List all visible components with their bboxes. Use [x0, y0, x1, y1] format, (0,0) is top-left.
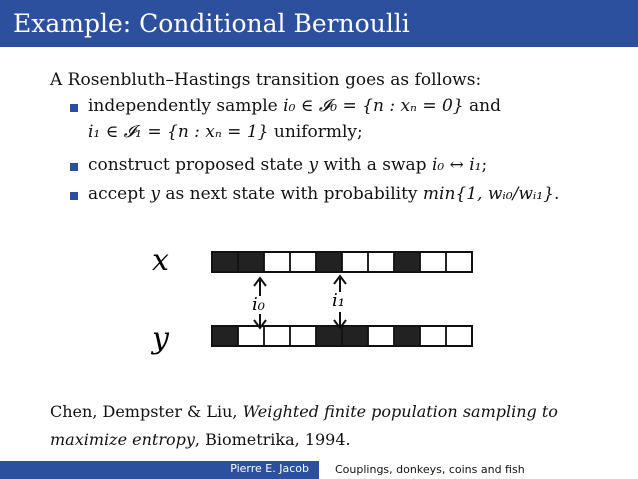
- bullet-1-line-2: [88, 122, 363, 142]
- x-state-cell-empty: [290, 252, 316, 272]
- bullet-2-text-mid: with a swap: [318, 155, 432, 175]
- slide-title: Example: Conditional Bernoulli: [13, 9, 410, 38]
- reference-title-2: maximize entropy: [50, 430, 195, 449]
- bullet-1-math: i₀ ∈ 𝓘₀ = {n : xₙ = 0}: [283, 96, 464, 116]
- x-state-cell-empty: [420, 252, 446, 272]
- x-state-cell-empty: [368, 252, 394, 272]
- y-state-cell-filled: [394, 326, 420, 346]
- bullet-3-text-end: .: [553, 184, 560, 204]
- x-state-cell-empty: [342, 252, 368, 272]
- swap-diagram: [140, 240, 500, 365]
- bullet-3-text-mid: as next state with probability: [159, 184, 423, 204]
- bullet-2-math-swap: i₀ ↔ i₁: [431, 155, 482, 175]
- bullet-1-text-end: and: [463, 96, 501, 116]
- bullet-marker: [70, 104, 78, 112]
- y-state-cell-filled: [212, 326, 238, 346]
- bullet-1-text-2: uniformly;: [268, 122, 363, 142]
- x-state-cell-filled: [238, 252, 264, 272]
- x-state-cell-filled: [394, 252, 420, 272]
- bullet-3-math-y: y: [150, 184, 160, 204]
- bullet-3-math-prob: min{1, wᵢ₀/wᵢ₁}: [422, 184, 554, 204]
- y-state-cell-filled: [342, 326, 368, 346]
- i0-label: i₀: [252, 294, 265, 315]
- bullet-marker: [70, 192, 78, 200]
- y-state-cell-filled: [316, 326, 342, 346]
- footer-author: Pierre E. Jacob: [230, 462, 309, 475]
- y-state-cell-empty: [264, 326, 290, 346]
- bullet-2-math-y: y: [308, 155, 319, 175]
- x-state-cell-filled: [316, 252, 342, 272]
- intro-text: A Rosenbluth–Hastings transition goes as follows:: [50, 70, 482, 90]
- bullet-1-text: independently sample: [88, 96, 284, 116]
- footer-left: [0, 461, 319, 479]
- y-state-cells: [212, 326, 472, 346]
- bullet-1-math-2: i₁ ∈ 𝓘₁ = {n : xₙ = 1}: [88, 122, 269, 142]
- reference-title-1: Weighted finite population sampling to: [242, 402, 558, 421]
- x-state-cell-empty: [446, 252, 472, 272]
- reference-authors: Chen, Dempster & Liu,: [50, 402, 243, 421]
- bullet-1-line-1: [88, 96, 501, 116]
- x-state-cell-empty: [264, 252, 290, 272]
- reference-journal: , Biometrika, 1994.: [194, 430, 351, 449]
- bullet-2: [88, 155, 487, 175]
- reference: [50, 398, 558, 454]
- footer-talk-title: Couplings, donkeys, coins and fish: [335, 463, 525, 476]
- x-state-cells: [212, 252, 472, 272]
- bullet-3: [88, 184, 559, 204]
- i1-label: i₁: [332, 290, 345, 311]
- y-state-cell-empty: [368, 326, 394, 346]
- bullet-3-text: accept: [88, 184, 151, 204]
- y-row-label: y: [152, 321, 169, 356]
- y-state-cell-empty: [446, 326, 472, 346]
- x-state-cell-filled: [212, 252, 238, 272]
- bullet-marker: [70, 163, 78, 171]
- x-row-label: x: [152, 243, 169, 278]
- y-state-cell-empty: [290, 326, 316, 346]
- y-state-cell-empty: [420, 326, 446, 346]
- bullet-2-text-end: ;: [481, 155, 488, 175]
- bullet-2-text: construct proposed state: [88, 155, 309, 175]
